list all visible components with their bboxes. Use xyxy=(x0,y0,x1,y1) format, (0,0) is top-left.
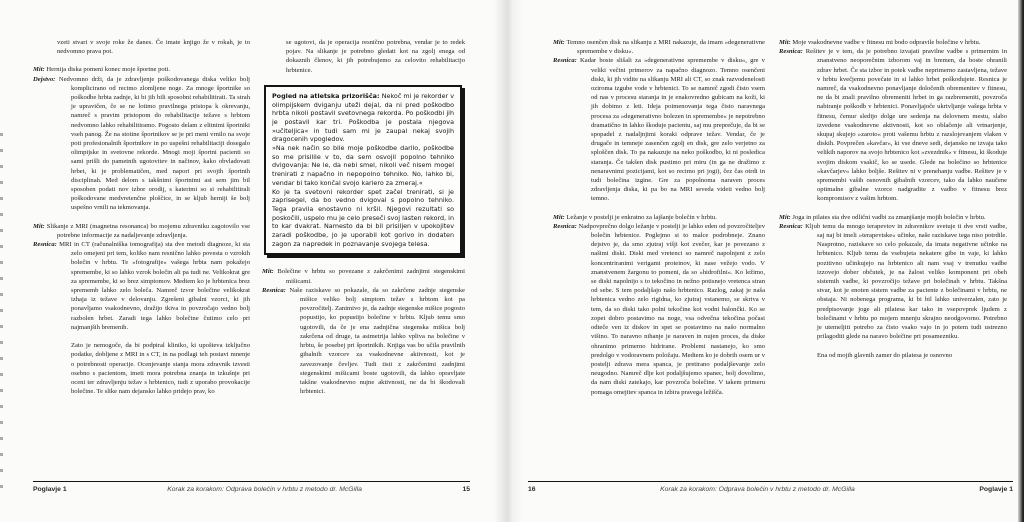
label-mit: Mit: xyxy=(33,222,47,230)
right-page-column-2 xyxy=(779,38,1007,464)
callout-paragraph: Ko je ta svetovni rekorder spet začel trenirati, si je zaprisegel, da bo vedno dvigoval s popolno tehniko. Tega pravila enostavno ni kršil. Njegovi rezultati so poskočili, uspelo mu je celo preseči svoj lasten rekord, in to kar dvakrat. Namesto da bi bil prisiljen v upokojitev zaradi poškodbe, jo je uporabil kot gorivo in dodaten zagon za napredek in poznavanje svojega telesa. xyxy=(272,187,454,248)
label-dejstvo: Dejstvo: xyxy=(33,75,59,83)
label-mit: Mit: xyxy=(553,39,567,46)
scan-edge-artifacts xyxy=(0,120,3,500)
myth-block: Mit: Bolečine v hrbtu so povezane z zakrčenimi zadnjimi stegenskimi mišicami. xyxy=(262,268,465,285)
left-page-footer xyxy=(33,481,470,493)
athletics-callout-box xyxy=(264,85,462,256)
myth-block: Mit: Joga in pilates sta dve odlični vadbi za zmanjšanje mojih bolečin v hrbtu. xyxy=(779,213,986,221)
chapter-label: Poglavje 1 xyxy=(979,486,1013,493)
myth-block: Mit: Moje vsakodnevne vadbe v fitnesu mi bodo odpravile bolečine v hrbtu. xyxy=(779,39,981,46)
label-mit: Mit: xyxy=(553,213,567,221)
page-gutter-shadow xyxy=(494,0,524,522)
label-resnica: Resnica: xyxy=(779,48,806,56)
myth-block: Mit: Ležanje v postelji je enkratno za lajšanje bolečin v hrbtu. xyxy=(553,213,717,221)
label-mit: Mit: xyxy=(779,213,793,221)
page-edge-right xyxy=(1018,0,1024,522)
label-resnica: Resnica: xyxy=(33,241,60,249)
label-resnica: Resnica: xyxy=(553,222,579,230)
myth-block: Dejstvo: Nedvomno drži, da je zdravljenje poškodovanega diska veliko bolj komplicirano od recimo zlomljene noge. Za mnoge športnike so poškodbe hrbta zadnje, ki bi jih bili sposobni rehabilitirati. Ta strah je upravičen, če se ne lotimo pravilnega pristopa k okrevanju, namreč s pravim pristopom do rehabilitacije težave s hrbtom nedvomno lahko rehabilitiramo. Pogosto delam z elitnimi športniki vseh panog. Že na stotine športnikov se je pri meni vrnilo na svoje poti profesionalnih športnikov in po uspešni rehabilitaciji dosegalo olimpijske in svetovne rekorde. Mnogi moji športni pacienti so sami prišli do pametnih ugotovitev in načinov, kako obvladovati hrbet, ki je problematičen, med napori pri svojih športnih disciplinah. Med delom s takšnimi športnimi asi sem jim bil sposoben podati nov izbor orodij, s katerimi so si rehabilitirali poškodovane medvretenčne ploščice, in se kljub herniji še bolj uspešno vrnili na tekmovanja. xyxy=(33,75,250,212)
running-title: Korak za korakom: Odprava bolečin v hrbtu z metodo dr. McGilla xyxy=(660,486,855,493)
label-mit: Mit: xyxy=(262,268,278,276)
text-paragraph: vzeti stvari v svoje roke že danes. Če imate knjigo že v rokah, je to nedvomno prava pot. xyxy=(57,39,250,56)
myth-block: Resnica: Nadpovprečno dolgo ležanje v postelji je lahko eden od povzročiteljev bolečin hrbtenice. Poglejmo si to malce podrobneje. Znano dejstvo je, da smo zjutraj višji kot zvečer, kar je povezano z našimi diski. Diski med vretenci so namreč napolnjeni z zelo koncentriranimi verigami proteinov, ki nase vežejo vodo. V znanstvenem žargonu to pomeni, da so »hidrofilni«. Ko ležimo, se diski napolnijo s to tekočino in nežno potisnejo vretenca stran od sebe. S tem podaljšajo našo hrbtenico. Razlog, zakaj je naša hrbtenica vedno zelo rigidna, ko zjutraj vstanemo, se skriva v tem, da so diski tako polni tekočine kot vodni balončki. Ko se zopet dobro postavimo na noge, vsa odvečna tekočina počasi odteče ven iz diskov in spet se postavimo na našo normalno višino. To naravno nihanje je naraven in nujen proces, da diske ohranimo primerno hidrirane. Problemi nastanejo, ko smo predolgo v vodoravnem položaju. Medtem ko je dobrih osem ur v postelji zdrava mera spanca, je pretirano podaljševanje zelo neugodno. Namreč dlje kot podaljšujemo spanec, bolj dovolimo, da nam diski zatekajo, kar povzroča bolečine. V takem primeru pomaga omejitev spanca in izbira pravega ležišča. xyxy=(553,222,765,396)
label-mit: Mit: xyxy=(33,66,47,74)
text-paragraph: Zato je nemogoče, da bi podpiral kliniko, ki upošteva izključno podatke, dobljene z MRI in s CT, in na podlagi teh postavi mnenje o potrebnosti operacije. Ocenjevanje stanja mora zdravnik izvesti osebno s pacientom, imeti mora potrebna znanja in izkušnje pri oceni ter zdravljenju težav s hrbtenico, tudi z uporabo provokacije bolečine. Te slike nam dejansko lahko pridejo prav, ko xyxy=(71,342,250,396)
page-number-right: 16 xyxy=(528,486,536,493)
running-title: Korak za korakom: Odprava bolečin v hrbtu z metodo dr. McGilla xyxy=(167,486,362,493)
myth-block: Resnica: Kljub temu da mnogo terapevtov in zdravnikov svetuje ti dve vrsti vadbe, saj naj bi imeli »terapevtske« učinke, naše raziskave tega niso potrdile. Nasprotno, raziskave so celo pokazale, da imata negativne učinke na hrbtenico. Kljub temu da vsebujeta nekatere gibe in vaje, ki lahko pozitivno učinkujejo na hrbtenico ali nam vsaj v trenutku vadbe izzovejo dober občutek, je na žalost veliko komponent pri obeh sistemih vadbe, ki povzročijo težave pri bolečinah v hrbtu. Takšna stvar, kot je enoten sistem vadbe za paciente z bolečinami v hrbtu, ne obstaja. Ni nobenega programa, ki bi bil lahko univerzalen, zato je predpisovanje joge ali pilatesa kar tako in vsepovprek ljudem z bolečinami v hrbtu po mojem mnenju skrajno neodgovorno. Potrebno je utemeljiti potrebo za čisto vsako vajo in jo potem tudi ustrezno prilagoditi glede na naravo bolečine pri posamezniku. xyxy=(779,222,1007,341)
myth-block: Resnica: Rešitev je v tem, da je potrebno izvajati pravilne vadbe s primernim in znanstveno neoporečnim izborom vaj in bremen, da boste ohranili zdrav hrbet. Če sta izbor in potek vadbe neprimerno zastavljena, težave v hrbtu kvečjemu povečate in si lahko hrbet poškodujete. Resnica je namreč, da vsakodnevno ponavljanje določenih obremenitev v fitnesu, ne da bi znali pravilno obremeniti hrbet in ga razbremeniti, povzroča nabiranje poškodb v hrbtenici. Ponavljajoče ukrivljanje vašega hrbta v fitnesu, čemur sledijo dolge ure sedenja na delovnem mestu, slabo izvedene vsakodnevne aktivnosti, kot so oblačenje ali vrtnarjenje, skupaj skujejo »zaroto« proti vašemu hrbtu z razslojevanjem vlaken v diskih. Povprečen »kavčar«, ki vse dneve sedi, dejansko ne izvaja tako velikih naporov na svojo hrbtenico kot »zvezdnik« v fitnesu, ki škoduje svojim diskom vsakič, ko se usede. Glede na bolečino so hrbtenice »kavčarjev« lahko boljše. Rešitev ni v prenehanju vadbe. Rešitev je v spremembi vaših osnovnih gibalnih vzorcev, tako da lahko naučene optimalne gibalne vzorce nadgradite z vadbo v fitnesu brez kompromisov z vašim hrbtom. xyxy=(779,48,1007,203)
myth-block: Resnica: Kadar boste slišali za »degenerativne spremembe v disku«, gre v veliki večini primerov za napačno diagnozo. Temno osenčeni diski, ki jih vidite na slikanju MRI ali CT, so znak razvodenelosti oziroma izgube vode v hrbtenici. To se namreč zgodi čisto vsem od nas v procesu staranja in je enakovredno gubicam na koži, ki jih dobimo z leti. Ideja poimenovanja tega čisto naravnega procesa za »degenerativno bolezen in spremembe« je nepotrebno dramatično in lahko škoduje pacientu, saj mu preprečuje, da bi se spopadel z nadaljnjimi koraki odprave težav. Vendar, če je drugače in temneje zasenčen zgolj en disk, gre zelo verjetno za sploščen disk. To pa nakazuje na neko poškodbo, ki ni posledica staranja. Če takšen disk pustimo pri miru (in ga ne dražimo z nenaravnimi pozicijami, kot so recimo pri jogi), čez čas otrdi in tudi bolečina izgine. Gre za popolnoma naraven proces zdravljenja diska, ki pa bo na MRI seveda videti vedno bolj temno. xyxy=(553,57,765,203)
myth-block: Mit: Temno osenčen disk na slikanju z MRI nakazuje, da imam »degenerativne spremembe v disku«. xyxy=(553,39,765,56)
label-mit: Mit: xyxy=(779,39,793,46)
callout-title: Pogled na atletska prizorišča: xyxy=(272,91,382,100)
myth-block: Mit: Slikanje z MRI (magnetna resonanca) bo mojemu zdravniku zagotovilo vse potrebne informacije za nadaljevanje zdravljenja. xyxy=(33,222,250,239)
callout-paragraph: »Na nek način so bile moje poškodbe darilo, poškodbe so me prisilile v to, da sem osvojil popolno tehniko dvigovanja: Ne le, da nebi smel, nikoli več nisem mogel trenirati z napačno in nepopolno tehniko. No, lahko bi, vendar bi tako končal svojo kariero za zmeraj.« xyxy=(272,144,454,187)
myth-block: Resnica: MRI in CT (računalniška tomografija) sta dve metodi diagnoze, ki sta zelo omejeni pri tem, koliko nam resnično lahko povesta o vzrokih bolečin v hrbtu. Te »fotografije« vašega hrbta nam pokažejo spremembe, ki so lahko vzrok bolečin ali pa tudi ne. Velikokrat gre za spremembe, ki so brez simptomov. Medtem ko je hrbtenica brez sprememb lahko zelo boleča. Namreč izvor bolečine velikokrat izhaja iz težave v delovanju. Zgrešeni gibalni vzorci, ki jih ponavljamo vsakodnevno, dražijo tkiva in povzročajo vedno bolj razbolen hrbet. Zaradi tega lahko bolečine čutimo celo pri najmanjših bremenih. xyxy=(33,241,250,331)
page-number-left: 15 xyxy=(462,486,470,493)
right-page-column-1 xyxy=(553,38,765,464)
myth-block: Mit: Hernija diska pomeni konec moje športne poti. xyxy=(33,66,170,74)
right-page-footer xyxy=(528,481,1013,493)
left-page-column-2 xyxy=(262,38,465,464)
left-page-column-1 xyxy=(33,38,250,464)
label-resnica: Resnica: xyxy=(779,222,806,230)
chapter-label: Poglavje 1 xyxy=(33,486,67,493)
text-paragraph: se ugotovi, da je operacija resnično potrebna, vendar je to redek pojav. Na slikanje je potrebno gledati kot na zgolj enega od dokaznih členov, ki jih potrebujemo za celovito rehabilitacijo hrbtenice. xyxy=(286,39,465,74)
text-paragraph: Ena od mojih glavnih zamer do pilatesa je osnovno xyxy=(817,351,953,359)
label-resnica: Resnica: xyxy=(262,286,290,294)
callout-paragraph: Pogled na atletska prizorišča: Nekoč mi je rekorder v olimpijskem dviganju uteži dejal, da ni pred poškodbo hrbta nikoli postavil svetovnega rekorda. Po poškodbi jih je postavil kar tri. Poškodba je postala njegova »učiteljica« in tudi sam mi je zaupal nekaj svojih dragocenih vpogledov. xyxy=(272,91,454,144)
label-resnica: Resnica: xyxy=(553,57,581,65)
myth-block: Resnica: Naše raziskave so pokazale, da so zakrčene zadnje stegenske mišice veliko bolj simptom težav s hrbtom kot pa povzročitelj. Zanimivo je, da zadnje stegenske mišice pogosto popustijo, ko popustijo bolečine v hrbtu. Kljub temu smo ugotovili, da če je ena zadnjična stegenska mišica bolj zakrčena od druge, ta asimetrija lahko vpliva na bolečine v hrbtu, še posebej pri športnikih. Knjiga vas bo učila pravilnih gibalnih vzorcev za vsakodnevne aktivnosti, kot je zavezovanje čevljev. Tudi tisti z zakrčenimi zadnjimi stegenskimi mišicami boste ugotovili, da lahko opravljate takšne vsakodnevno nujne aktivnosti, ne da bi škodovali hrbtenici. xyxy=(262,286,465,396)
